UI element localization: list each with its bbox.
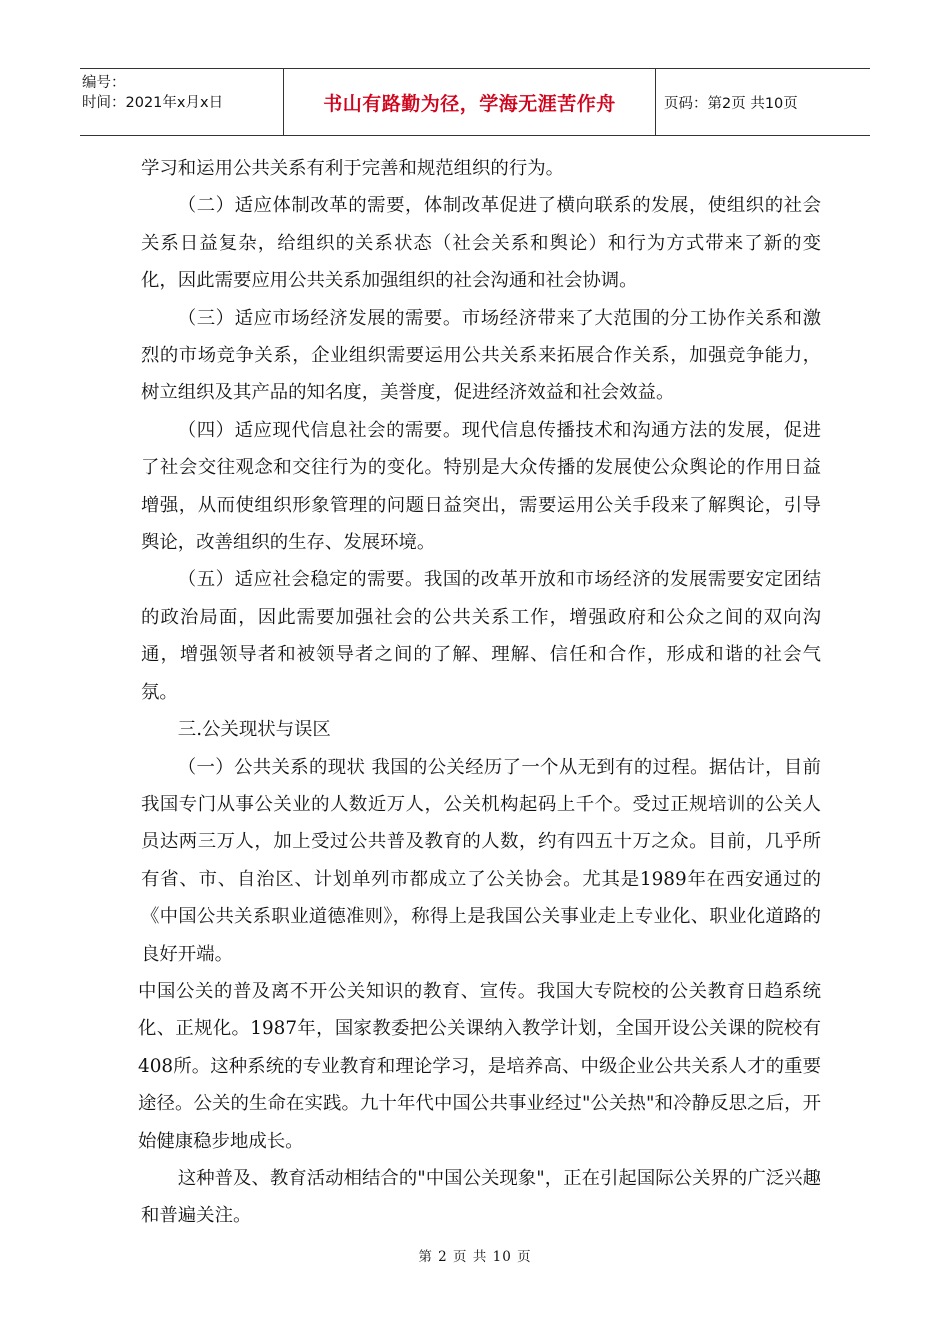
header-meta: [80, 69, 283, 135]
document-date-label: 时间：2021年x月x日: [82, 95, 224, 111]
header-motto: 书山有路勤为径，学海无涯苦作舟: [283, 69, 656, 135]
paragraph-pr-education: 中国公关的普及离不开公关知识的教育、宣传。我国大专院校的公关教育日趋系统化、正规化。1987年，国家教委把公关课纳入教学计划，全国开设公关课的院校有408所。这种系统的专业教育和理论学习，是培养高、中级企业公共关系人才的重要途径。公关的生命在实践。九十年代中国公共事业经过"公关热"和冷静反思之后，开始健康稳步地成长。: [138, 980, 821, 1152]
page-header: [80, 68, 870, 136]
document-body: [138, 150, 821, 1235]
paragraph-social-stability: （五）适应社会稳定的需要。我国的改革开放和市场经济的发展需要安定团结的政治局面，因此需要加强社会的公共关系工作，增强政府和公众之间的双向沟通，增强领导者和被领导者之间的了解、理解、信任和合作，形成和谐的社会气氛。: [141, 569, 821, 703]
paragraph-information-society: （四）适应现代信息社会的需要。现代信息传播技术和沟通方法的发展，促进了社会交往观念和交往行为的变化。特别是大众传播的发展使公众舆论的作用日益增强，从而使组织形象管理的问题日益突出，需要运用公关手段来了解舆论，引导舆论，改善组织的生存、发展环境。: [141, 419, 821, 554]
page-footer: 第 2 页 共 10 页: [418, 1249, 532, 1265]
paragraph-market-economy: （三）适应市场经济发展的需要。市场经济带来了大范围的分工协作关系和激烈的市场竞争关系，企业组织需要运用公共关系来拓展合作关系，加强竞争能力，树立组织及其产品的知名度，美誉度，促进经济效益和社会效益。: [141, 307, 821, 404]
paragraph-pr-phenomenon: 这种普及、教育活动相结合的"中国公关现象"，正在引起国际公关界的广泛兴趣和普遍关注。: [141, 1167, 821, 1227]
paragraph-system-reform: （二）适应体制改革的需要，体制改革促进了横向联系的发展，使组织的社会关系日益复杂，给组织的关系状态（社会关系和舆论）和行为方式带来了新的变化，因此需要应用公共关系加强组织的社会沟通和社会协调。: [141, 195, 821, 292]
header-page-number: 页码：第2页 共10页: [664, 95, 798, 112]
section-heading: 三.公关现状与误区: [177, 719, 331, 741]
document-number-label: 编号：: [82, 75, 126, 91]
paragraph-continuation: 学习和运用公共关系有利于完善和规范组织的行为。: [141, 158, 564, 179]
paragraph-pr-status: （一）公共关系的现状 我国的公关经历了一个从无到有的过程。据估计，目前我国专门从事公关业的人数近万人，公关机构起码上千个。受过正规培训的公关人员达两三万人，加上受过公共普及教育的人数，约有四五十万之众。目前，几乎所有省、市、自治区、计划单列市都成立了公关协会。尤其是1989年在西安通过的《中国公共关系职业道德准则》，称得上是我国公关事业走上专业化、职业化道路的良好开端。: [141, 756, 821, 965]
